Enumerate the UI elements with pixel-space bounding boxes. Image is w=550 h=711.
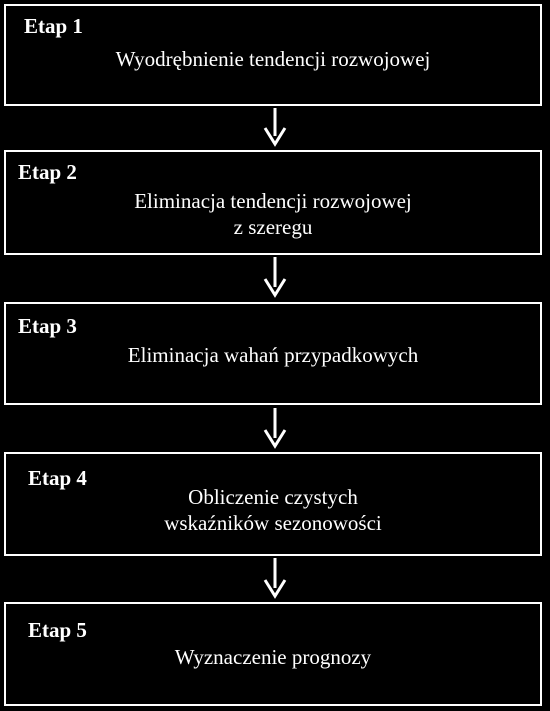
stage-label-5: Etap 5 bbox=[28, 618, 87, 642]
stage-text-4-line-1: Obliczenie czystych bbox=[188, 485, 358, 509]
stage-text-3-line-1: Eliminacja wahań przypadkowych bbox=[127, 343, 419, 367]
stage-label-3: Etap 3 bbox=[18, 314, 77, 338]
stage-text-4 bbox=[6, 484, 540, 537]
stage-text-4-line-2: wskaźników sezonowości bbox=[164, 511, 382, 536]
stage-label-4: Etap 4 bbox=[28, 466, 87, 490]
arrow-down-icon bbox=[262, 257, 288, 299]
stage-label-1: Etap 1 bbox=[24, 14, 83, 38]
arrow-down-icon bbox=[262, 108, 288, 148]
arrow-down-icon bbox=[262, 408, 288, 450]
stage-text-2-line-2: z szeregu bbox=[233, 215, 313, 240]
stage-box-4 bbox=[4, 452, 542, 556]
arrow-down-icon bbox=[262, 558, 288, 600]
stage-text-2 bbox=[6, 188, 540, 241]
stage-text-5 bbox=[6, 644, 540, 670]
stage-box-1 bbox=[4, 4, 542, 106]
stage-text-5-line-1: Wyznaczenie prognozy bbox=[174, 645, 372, 669]
stage-box-2 bbox=[4, 150, 542, 255]
stage-box-3 bbox=[4, 302, 542, 405]
stage-label-2: Etap 2 bbox=[18, 160, 77, 184]
stage-text-3 bbox=[6, 342, 540, 368]
stage-box-5 bbox=[4, 602, 542, 706]
stage-text-1 bbox=[6, 46, 540, 72]
stage-text-1-line-1: Wyodrębnienie tendencji rozwojowej bbox=[115, 47, 431, 71]
stage-text-2-line-1: Eliminacja tendencji rozwojowej bbox=[134, 189, 412, 213]
